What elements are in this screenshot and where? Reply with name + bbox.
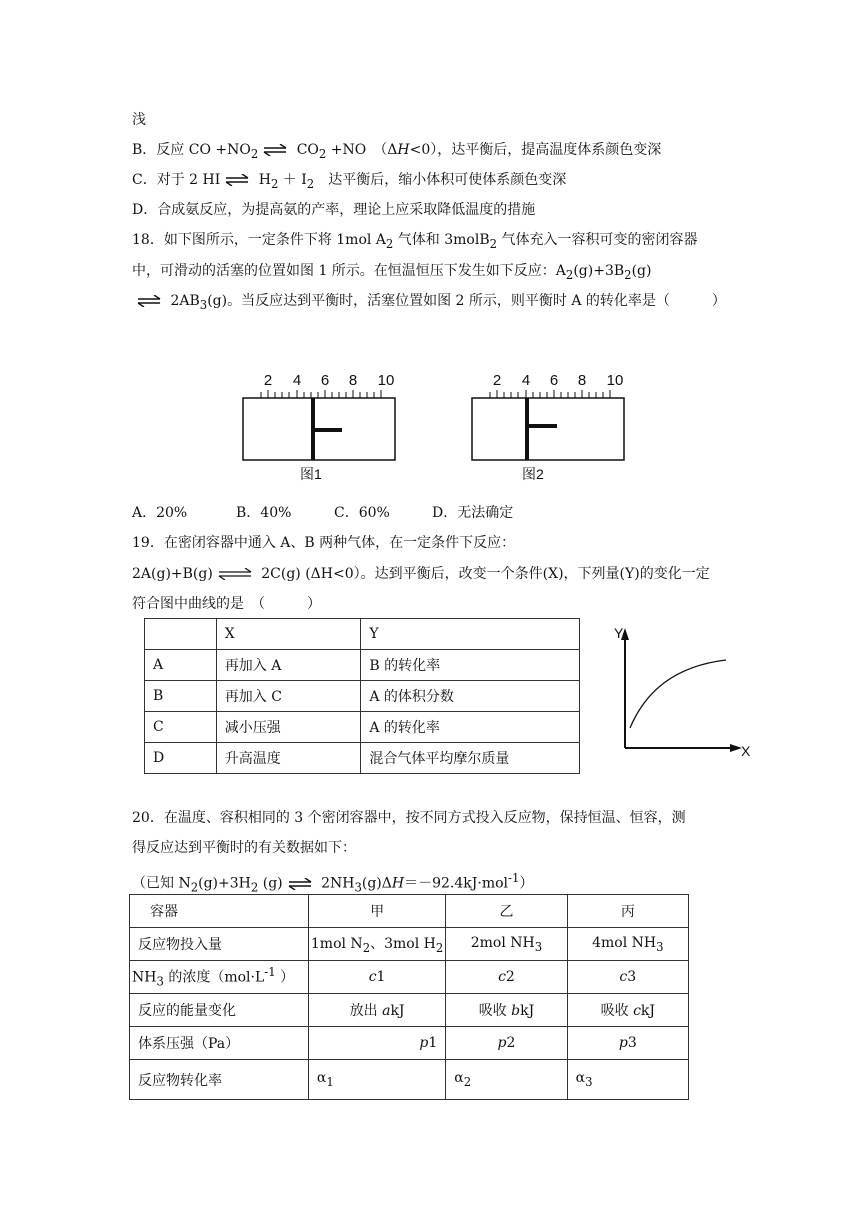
question-20-line3: （已知 $N_2(g)+3H_2$ (g) $2NH_3(g)\Delta H=-92.4kJ\cdot mol^{-1}$） xyxy=(132,871,534,895)
option-c: C．对于 2 HI $H_2 + I_2$ 达平衡后，缩小体积可使体系颜色变深 xyxy=(132,172,567,191)
tick-label: 10 xyxy=(377,372,395,389)
question-19-line3: 符合图中曲线的是 （ ） xyxy=(132,596,321,612)
table-row: D 升高温度 混合气体平均摩尔质量 xyxy=(145,743,580,774)
text-line: 浅 xyxy=(132,112,146,128)
tick-label: 4 xyxy=(521,372,531,389)
tick-label: 6 xyxy=(320,372,330,389)
table-row: 反应物转化率 $\alpha_1$ $\alpha_2$ $\alpha_3$ xyxy=(130,1060,689,1100)
option-b: B．反应 CO $+NO_2$ $CO_2 +NO$ （ΔH<0），达平衡后，提高温度体系颜色变深 xyxy=(132,142,662,161)
equilibrium-arrow-icon xyxy=(136,295,162,307)
question-20-line2: 得反应达到平衡时的有关数据如下： xyxy=(132,840,356,856)
table-row: C 减小压强 A 的转化率 xyxy=(145,712,580,743)
tick-label: 8 xyxy=(577,372,587,389)
figure-2 xyxy=(467,366,637,490)
question-18-line1: 18．如下图所示，一定条件下将 1mol $A_2$ 气体和 3molB$_2$ 气体充入一容积可变的密闭容器 xyxy=(132,232,698,251)
option-18-c: C．60% xyxy=(334,505,390,521)
question-20-line1: 20．在温度、容积相同的 3 个密闭容器中，按不同方式投入反应物，保持恒温、恒容，测 xyxy=(132,810,686,826)
equilibrium-arrow-icon xyxy=(287,878,313,890)
curve-line xyxy=(630,660,726,728)
question-18-line2: 中，可滑动的活塞的位置如图 1 所示。在恒温恒压下发生如下反应：$A_2(g)+3B_2(g)$ xyxy=(132,263,652,282)
table-row: B 再加入 C A 的体积分数 xyxy=(145,681,580,712)
equilibrium-arrow-icon xyxy=(224,174,250,186)
option-18-a: A．20% xyxy=(132,505,188,521)
table-row: 体系压强（Pa） p1 p2 p3 xyxy=(130,1027,689,1060)
option-d: D．合成氨反应，为提高氨的产率，理论上应采取降低温度的措施 xyxy=(132,202,536,218)
tick-label: 2 xyxy=(263,372,273,389)
curve-graph xyxy=(606,620,756,760)
table-row: A 再加入 A B 的转化率 xyxy=(145,650,580,681)
x-axis-label: X xyxy=(741,743,751,759)
tick-label: 4 xyxy=(292,372,302,389)
table-header-row: X Y xyxy=(145,619,580,650)
y-axis-label: Y xyxy=(614,625,624,641)
equilibrium-arrow-icon xyxy=(262,144,288,156)
tick-label: 2 xyxy=(492,372,502,389)
table-header-row: 容器 甲 乙 丙 xyxy=(130,895,689,928)
equilibrium-arrow-icon xyxy=(217,568,253,580)
figure-caption: 图2 xyxy=(522,466,544,482)
piston xyxy=(313,398,342,460)
table-row: $NH_3$ 的浓度（$mol\cdot L^{-1}$ ） c1 c2 c3 xyxy=(130,961,689,994)
question-18-line3: $2AB_3(g)$。当反应达到平衡时，活塞位置如图 2 所示，则平衡时 A 的转化率是（ ） xyxy=(132,291,726,315)
figure-caption: 图1 xyxy=(300,466,322,482)
table-row: 反应的能量变化 放出 akJ 吸收 bkJ 吸收 ckJ xyxy=(130,994,689,1027)
figure-1 xyxy=(238,366,408,490)
question-19-line1: 19．在密闭容器中通入 A、B 两种气体，在一定条件下反应： xyxy=(132,535,516,551)
question-19-line2: 2A(g)+B(g) 2C(g) (ΔH<0）。达到平衡后，改变一个条件(X)，下列量(Y)的变化一定 xyxy=(132,566,710,582)
option-18-b: B．40% xyxy=(236,505,292,521)
tick-label: 8 xyxy=(348,372,358,389)
container-outline xyxy=(472,398,624,460)
piston xyxy=(527,398,557,460)
option-18-d: D．无法确定 xyxy=(432,505,514,521)
tick-label: 10 xyxy=(606,372,624,389)
table-row: 反应物投入量 1mol $N_2$、3mol $H_2$ 2mol $NH_3$ 4mol $NH_3$ xyxy=(130,928,689,961)
table-19 xyxy=(144,618,580,774)
table-20 xyxy=(129,894,689,1100)
tick-label: 6 xyxy=(549,372,559,389)
